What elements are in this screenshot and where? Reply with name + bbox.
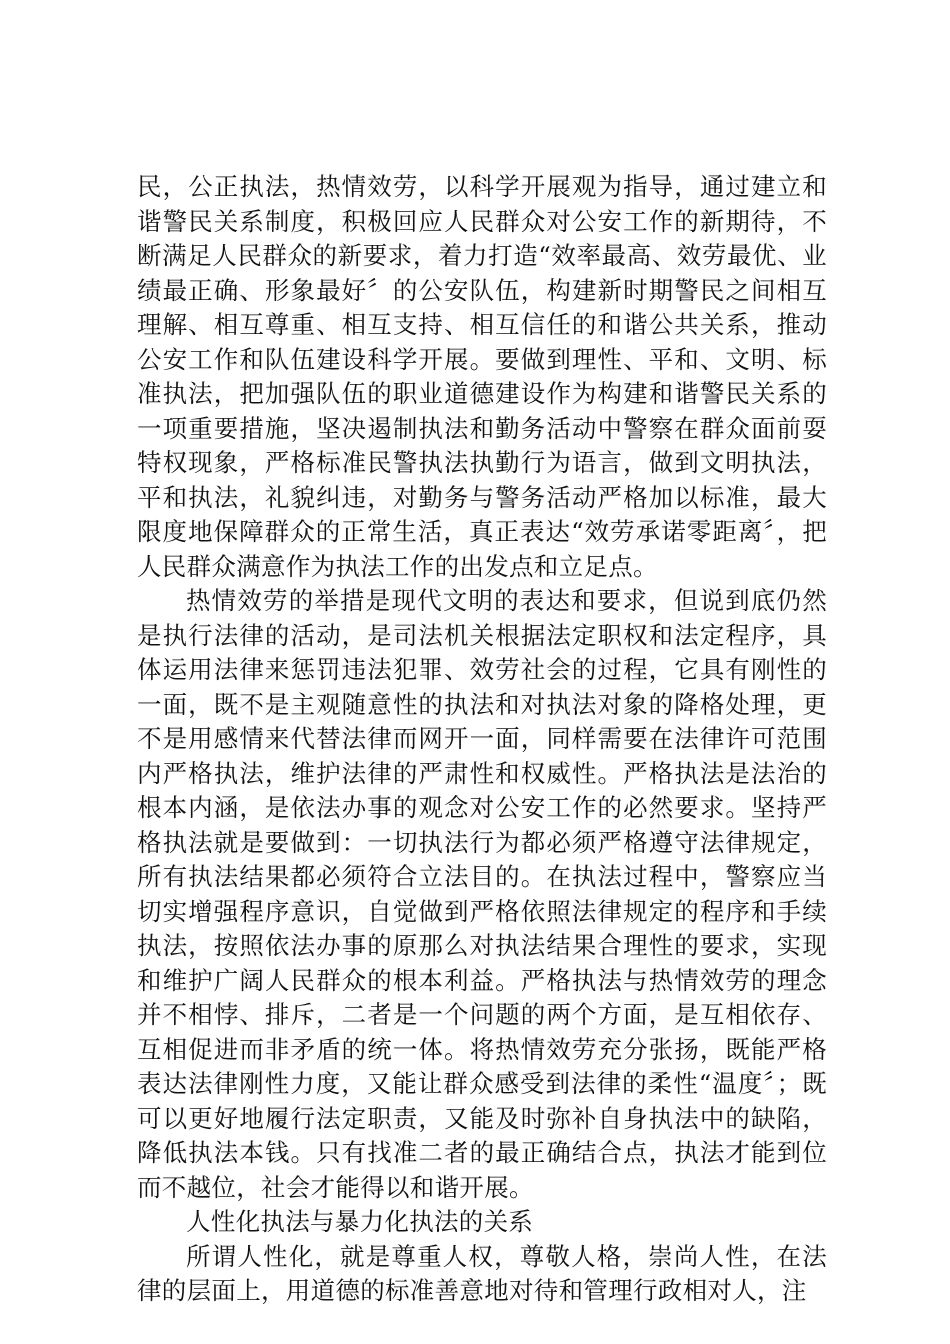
section-heading: 人性化执法与暴力化执法的关系 xyxy=(186,1207,534,1236)
document-page xyxy=(137,170,827,1309)
paragraph-continued: 民，公正执法，热情效劳，以科学开展观为指导，通过建立和谐警民关系制度，积极回应人民群众对公安工作的新期待，不断满足人民群众的新要求，着力打造“效率最高、效劳最优、业绩最正确、形象最好〞的公安队伍，构建新时期警民之间相互理解、相互尊重、相互支持、相互信任的和谐公共关系，推动公安工作和队伍建设科学开展。要做到理性、平和、文明、标准执法，把加强队伍的职业道德建设作为构建和谐警民关系的一项重要措施，坚决遏制执法和勤务活动中警察在群众面前耍特权现象，严格标准民警执法执勤行为语言，做到文明执法，平和执法，礼貌纠违，对勤务与警务活动严格加以标准，最大限度地保障群众的正常生活，真正表达“效劳承诺零距离〞，把人民群众满意作为执法工作的出发点和立足点。 xyxy=(137,172,827,581)
paragraph-service-and-law: 热情效劳的举措是现代文明的表达和要求，但说到底仍然是执行法律的活动，是司法机关根据法定职权和法定程序，具体运用法律来惩罚违法犯罪、效劳社会的过程，它具有刚性的一面，既不是主观随意性的执法和对执法对象的降格处理，更不是用感情来代替法律而网开一面，同样需要在法律许可范围内严格执法，维护法律的严肃性和权威性。严格执法是法治的根本内涵，是依法办事的观念对公安工作的必然要求。坚持严格执法就是要做到：一切执法行为都必须严格遵守法律规定，所有执法结果都必须符合立法目的。在执法过程中，警察应当切实增强程序意识，自觉做到严格依照法律规定的程序和手续执法，按照依法办事的原那么对执法结果合理性的要求，实现和维护广阔人民群众的根本利益。严格执法与热情效劳的理念并不相悖、排斥，二者是一个问题的两个方面，是互相依存、互相促进而非矛盾的统一体。将热情效劳充分张扬，既能严格表达法律刚性力度，又能让群众感受到法律的柔性“温度〞；既可以更好地履行法定职责，又能及时弥补自身执法中的缺陷，降低执法本钱。只有找准二者的最正确结合点，执法才能到位而不越位，社会才能得以和谐开展。 xyxy=(137,586,827,1202)
paragraph-humanized-enforcement: 所谓人性化，就是尊重人权，尊敬人格，崇尚人性，在法律的层面上，用道德的标准善意地对待和管理行政相对人，注 xyxy=(137,1241,827,1305)
